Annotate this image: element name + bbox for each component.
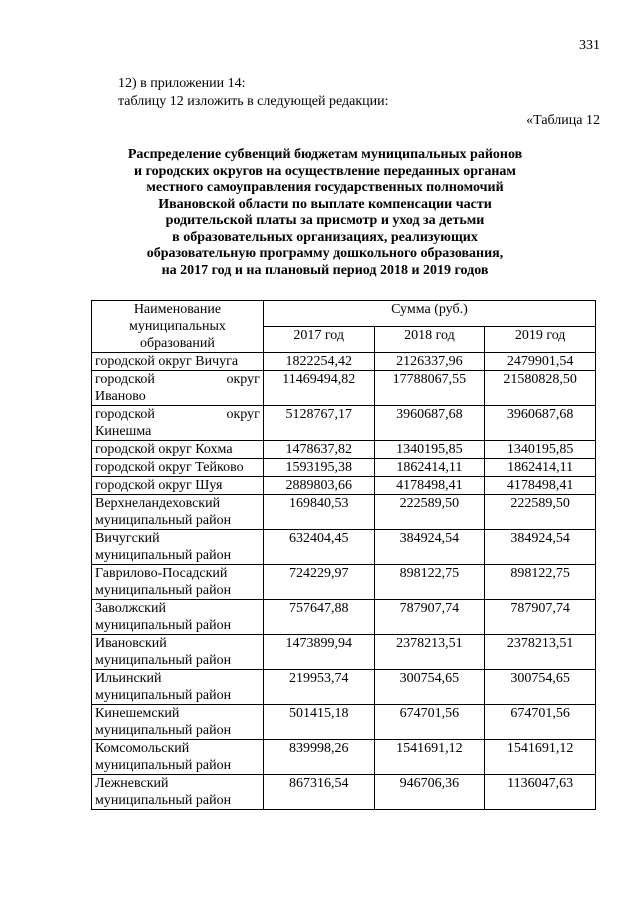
- municipality-name-cell: Гаврилово-Посадский муниципальный район: [92, 565, 264, 600]
- amount-2018-cell: 222589,50: [374, 495, 485, 530]
- amount-2018-cell: 787907,74: [374, 600, 485, 635]
- amount-2019-cell: 1541691,12: [485, 740, 596, 775]
- amount-2017-cell: 1822254,42: [263, 353, 374, 371]
- table-row: [92, 459, 596, 477]
- municipality-name-cell: городской округ Тейково: [92, 459, 264, 477]
- intro-text: [118, 75, 389, 111]
- amount-2018-cell: 3960687,68: [374, 406, 485, 441]
- municipality-name-cell: Лежневский муниципальный район: [92, 775, 264, 810]
- amount-2017-cell: 867316,54: [263, 775, 374, 810]
- amount-2017-cell: 839998,26: [263, 740, 374, 775]
- intro-line: 12) в приложении 14:: [118, 76, 246, 91]
- amount-2019-cell: 1136047,63: [485, 775, 596, 810]
- amount-2019-cell: 898122,75: [485, 565, 596, 600]
- amount-2017-cell: 632404,45: [263, 530, 374, 565]
- municipality-name-cell: городской округ Шуя: [92, 477, 264, 495]
- municipality-name-cell: [92, 371, 264, 406]
- header-year-cell: 2019 год: [485, 327, 596, 353]
- title-line: и городских округов на осуществление переданных органам: [134, 163, 516, 179]
- amount-2018-cell: 300754,65: [374, 670, 485, 705]
- amount-2017-cell: 169840,53: [263, 495, 374, 530]
- amount-2019-cell: 1340195,85: [485, 441, 596, 459]
- table-row: [92, 670, 596, 705]
- amount-2018-cell: 17788067,55: [374, 371, 485, 406]
- intro-line: таблицу 12 изложить в следующей редакции:: [118, 94, 389, 109]
- amount-2017-cell: 219953,74: [263, 670, 374, 705]
- header-year-cell: 2017 год: [263, 327, 374, 353]
- table-row: [92, 495, 596, 530]
- amount-2017-cell: 1593195,38: [263, 459, 374, 477]
- name-part: Кинешма: [95, 424, 152, 439]
- municipality-name-cell: [92, 406, 264, 441]
- amount-2017-cell: 11469494,82: [263, 371, 374, 406]
- name-part: городской: [95, 372, 155, 387]
- header-name-cell: Наименование муниципальных образований: [92, 301, 264, 353]
- amount-2018-cell: 2126337,96: [374, 353, 485, 371]
- amount-2019-cell: 222589,50: [485, 495, 596, 530]
- amount-2019-cell: 3960687,68: [485, 406, 596, 441]
- name-part: округ: [226, 372, 260, 387]
- header-sum-cell: Сумма (руб.): [263, 301, 595, 327]
- amount-2019-cell: 4178498,41: [485, 477, 596, 495]
- amount-2019-cell: 1862414,11: [485, 459, 596, 477]
- title-line: родительской платы за присмотр и уход за детьми: [165, 213, 485, 228]
- amount-2017-cell: 5128767,17: [263, 406, 374, 441]
- amount-2019-cell: 2479901,54: [485, 353, 596, 371]
- table-row: [92, 775, 596, 810]
- amount-2018-cell: 1541691,12: [374, 740, 485, 775]
- table-row: [92, 406, 596, 441]
- amount-2019-cell: 674701,56: [485, 705, 596, 740]
- amount-2018-cell: 4178498,41: [374, 477, 485, 495]
- amount-2017-cell: 1478637,82: [263, 441, 374, 459]
- amount-2018-cell: 946706,36: [374, 775, 485, 810]
- page-number: 331: [579, 38, 600, 53]
- amount-2019-cell: 787907,74: [485, 600, 596, 635]
- amount-2019-cell: 2378213,51: [485, 635, 596, 670]
- subsidy-table: [91, 300, 596, 810]
- amount-2019-cell: 384924,54: [485, 530, 596, 565]
- amount-2017-cell: 757647,88: [263, 600, 374, 635]
- amount-2017-cell: 501415,18: [263, 705, 374, 740]
- table-row: [92, 565, 596, 600]
- amount-2018-cell: 384924,54: [374, 530, 485, 565]
- amount-2019-cell: 21580828,50: [485, 371, 596, 406]
- table-row: [92, 740, 596, 775]
- table-row: [92, 441, 596, 459]
- amount-2018-cell: 2378213,51: [374, 635, 485, 670]
- amount-2018-cell: 898122,75: [374, 565, 485, 600]
- municipality-name-cell: городской округ Вичуга: [92, 353, 264, 371]
- municipality-name-cell: Кинешемский муниципальный район: [92, 705, 264, 740]
- municipality-name-cell: Комсомольский муниципальный район: [92, 740, 264, 775]
- title-line: на 2017 год и на плановый период 2018 и 2019 годов: [161, 262, 489, 278]
- table-row: [92, 530, 596, 565]
- name-part: Иваново: [95, 389, 146, 404]
- table-caption: «Таблица 12: [526, 113, 600, 128]
- municipality-name-cell: Вичугский муниципальный район: [92, 530, 264, 565]
- amount-2018-cell: 1340195,85: [374, 441, 485, 459]
- amount-2017-cell: 2889803,66: [263, 477, 374, 495]
- header-year-cell: 2018 год: [374, 327, 485, 353]
- name-part: округ: [226, 407, 260, 422]
- amount-2019-cell: 300754,65: [485, 670, 596, 705]
- table-row: [92, 635, 596, 670]
- title-line: в образовательных организациях, реализующих: [172, 229, 478, 245]
- municipality-name-cell: Ивановский муниципальный район: [92, 635, 264, 670]
- table-row: [92, 371, 596, 406]
- amount-2017-cell: 1473899,94: [263, 635, 374, 670]
- table-row: [92, 353, 596, 371]
- municipality-name-cell: Верхнеландеховский муниципальный район: [92, 495, 264, 530]
- municipality-name-cell: городской округ Кохма: [92, 441, 264, 459]
- title-line: Ивановской области по выплате компенсации части: [158, 196, 492, 212]
- municipality-name-cell: Ильинский муниципальный район: [92, 670, 264, 705]
- municipality-name-cell: Заволжский муниципальный район: [92, 600, 264, 635]
- amount-2018-cell: 674701,56: [374, 705, 485, 740]
- table-header-row: [92, 301, 596, 327]
- title-line: Распределение субвенций бюджетам муниципальных районов: [127, 147, 523, 162]
- title-line: образовательную программу дошкольного образования,: [146, 246, 504, 261]
- table-row: [92, 477, 596, 495]
- amount-2017-cell: 724229,97: [263, 565, 374, 600]
- title-line: местного самоуправления государственных полномочий: [146, 180, 504, 195]
- document-title: [90, 147, 560, 279]
- amount-2018-cell: 1862414,11: [374, 459, 485, 477]
- table-row: [92, 600, 596, 635]
- table-row: [92, 705, 596, 740]
- name-part: городской: [95, 407, 155, 422]
